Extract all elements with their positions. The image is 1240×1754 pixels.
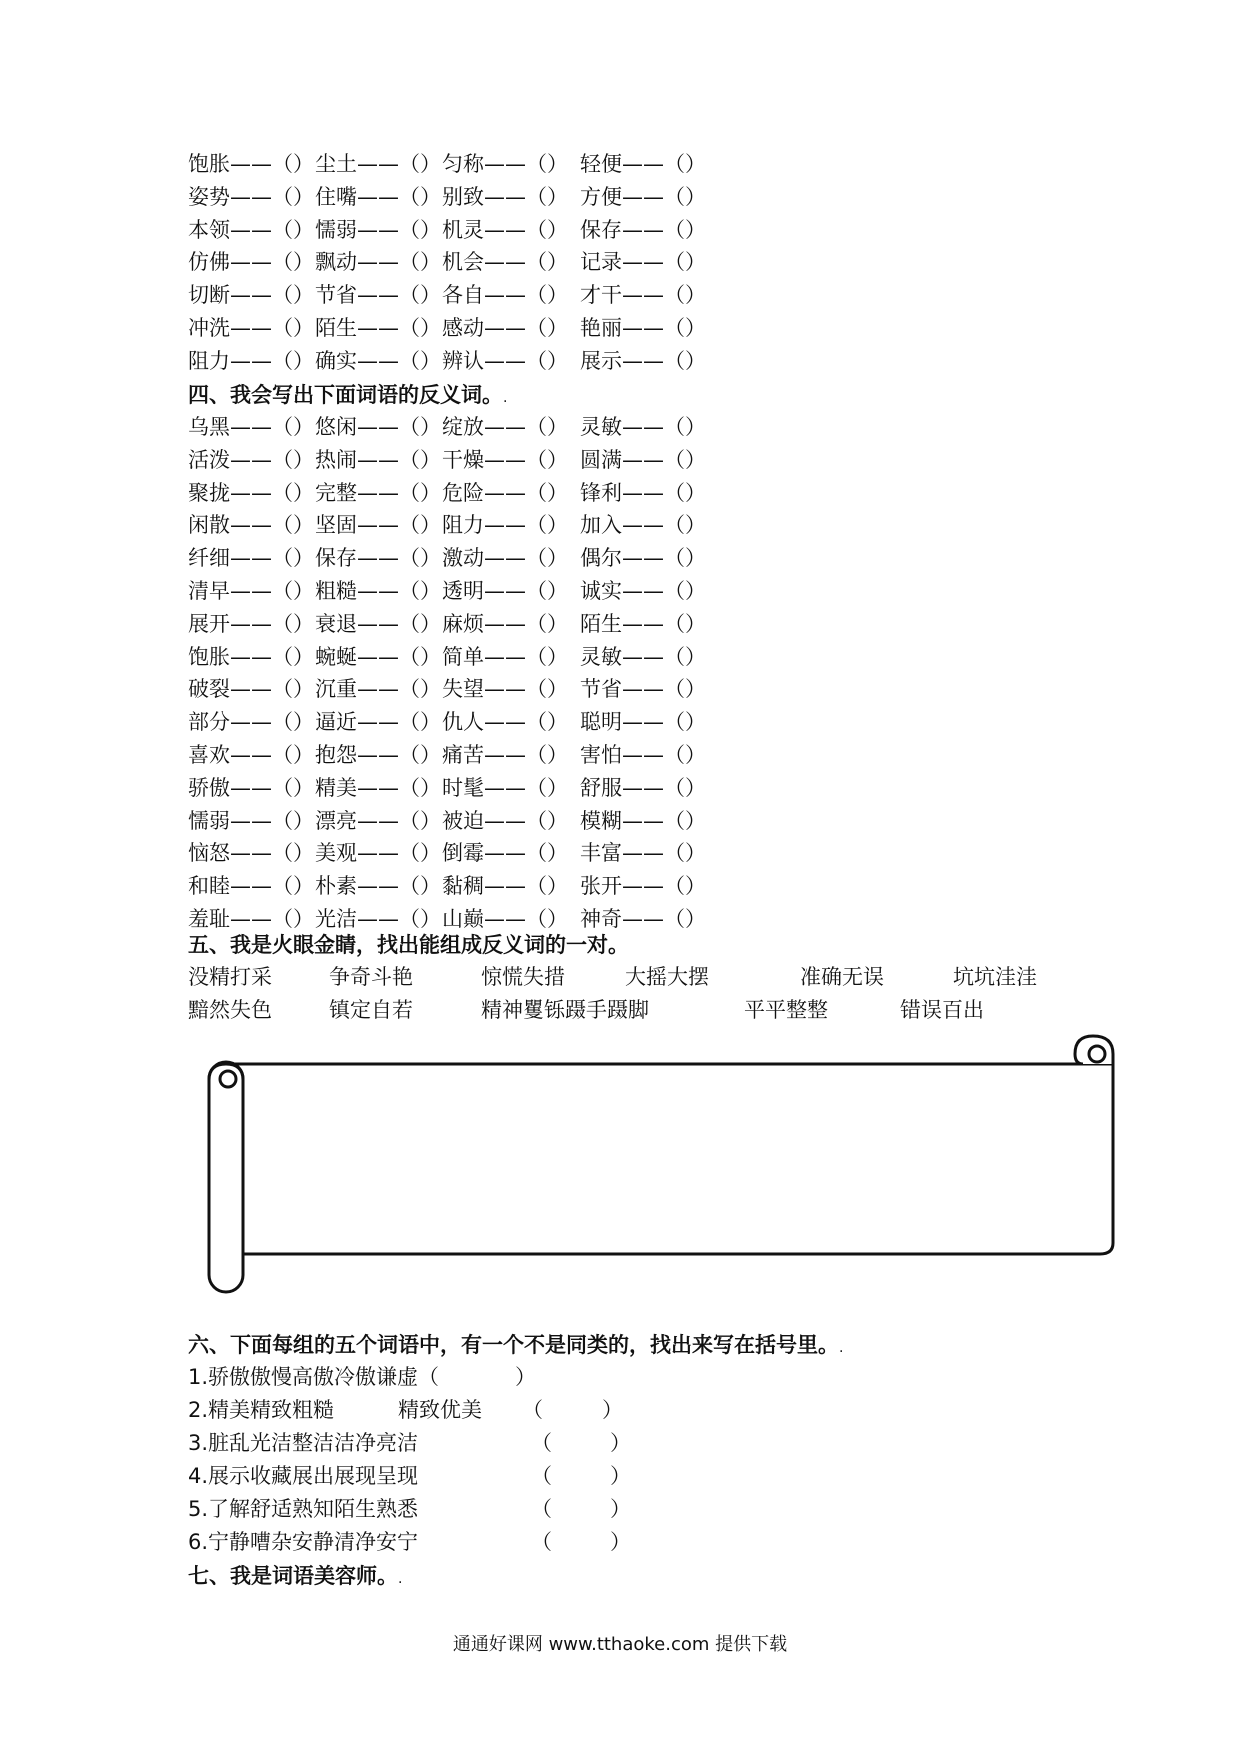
word-pair-item: 冲洗——（）: [188, 316, 314, 340]
idiom: 精神矍铄蹑手蹑脚: [481, 998, 649, 1022]
word-pair-item: 辨认——（）: [442, 348, 568, 373]
word-pair-item: 阻力——（）: [442, 513, 568, 538]
word-pair-item: 切断——（）: [188, 283, 314, 308]
word-pair-item: 朴素——（）: [315, 874, 441, 899]
word-pair-item: 逼近——（）: [315, 710, 441, 735]
word-pair-item: 节省——（）: [315, 283, 441, 308]
word-pair-item: 透明——（）: [442, 579, 568, 603]
word-pair-item: 完整——（）: [315, 480, 441, 505]
word-pair-item: 尘土——（）: [315, 152, 441, 176]
word-pair-item: 粗糙——（）: [315, 579, 441, 603]
word-pair-item: 圆满——（）: [580, 447, 706, 472]
word-pair-item: 加入——（）: [580, 513, 706, 538]
word-pair-item: 喜欢——（）: [188, 743, 314, 767]
word-pair-item: 住嘴——（）: [315, 184, 441, 209]
word-pair-item: 节省——（）: [580, 677, 706, 702]
answer-bracket-open: （: [522, 1398, 543, 1422]
word-pair-item: 倒霉——（）: [442, 841, 568, 866]
word-pair-item: 和睦——（）: [188, 874, 314, 899]
answer-bracket-open: （: [531, 1530, 552, 1554]
word-pair-item: 丰富——（）: [580, 841, 706, 866]
word-pair-item: 诚实——（）: [580, 579, 706, 603]
answer-bracket-open: （: [531, 1497, 552, 1521]
word-pair-item: 确实——（）: [315, 348, 441, 373]
idiom: 惊慌失措: [481, 965, 565, 989]
word-pair-item: 聚拢——（）: [188, 480, 314, 505]
word-pair-item: 模糊——（）: [580, 808, 706, 833]
section4-heading: 四、我会写出下面词语的反义词。.: [188, 383, 508, 407]
word-pair-item: 轻便——（）: [580, 152, 706, 176]
word-pair-item: 保存——（）: [315, 546, 441, 571]
idiom: 争奇斗艳: [329, 965, 413, 989]
word-pair-item: 麻烦——（）: [442, 611, 568, 636]
word-pair-item: 羞耻——（）: [188, 907, 314, 931]
word-pair-item: 被迫——（）: [442, 808, 568, 833]
word-pair-item: 展开——（）: [188, 611, 314, 636]
word-pair-item: 神奇——（）: [580, 907, 706, 931]
word-pair-item: 锋利——（）: [580, 480, 706, 505]
word-pair-item: 时髦——（）: [442, 775, 568, 800]
word-pair-item: 陌生——（）: [315, 316, 441, 340]
word-pair-item: 失望——（）: [442, 677, 568, 702]
word-group: 2.精美精致粗糙: [188, 1398, 335, 1422]
word-pair-item: 蜿蜒——（）: [315, 644, 441, 669]
answer-bracket-open: （: [531, 1464, 552, 1488]
word-pair-item: 简单——（）: [442, 644, 568, 669]
word-pair-item: 干燥——（）: [442, 447, 568, 472]
word-pair-item: 本领——（）: [188, 217, 314, 242]
word-pair-item: 悠闲——（）: [315, 415, 441, 439]
word-pair-item: 激动——（）: [442, 546, 568, 571]
word-pair-item: 灵敏——（）: [580, 415, 706, 439]
word-pair-item: 匀称——（）: [442, 152, 568, 176]
word-pair-item: 纤细——（）: [188, 546, 314, 571]
word-pair-item: 姿势——（）: [188, 184, 314, 209]
section6-heading: 六、下面每组的五个词语中，有一个不是同类的，找出来写在括号里。.: [188, 1333, 844, 1357]
word-pair-item: 痛苦——（）: [442, 743, 568, 767]
answer-bracket-close: ）: [610, 1431, 631, 1455]
word-pair-item: 漂亮——（）: [315, 808, 441, 833]
word-pair-item: 危险——（）: [442, 480, 568, 505]
word-pair-item: 懦弱——（）: [315, 217, 441, 242]
answer-bracket-close: ）: [610, 1497, 631, 1521]
word-pair-item: 别致——（）: [442, 184, 568, 209]
word-group: 1.骄傲傲慢高傲冷傲谦虚（: [188, 1365, 440, 1389]
idiom: 平平整整: [744, 998, 828, 1022]
word-pair-item: 部分——（）: [188, 710, 314, 735]
word-pair-item: 灵敏——（）: [580, 644, 706, 669]
word-group-extra: 精致优美: [398, 1398, 482, 1422]
word-pair-item: 衰退——（）: [315, 611, 441, 636]
word-pair-item: 飘动——（）: [315, 250, 441, 275]
word-pair-item: 清早——（）: [188, 579, 314, 603]
word-pair-item: 骄傲——（）: [188, 775, 314, 800]
word-pair-item: 聪明——（）: [580, 710, 706, 735]
word-group: 5.了解舒适熟知陌生熟悉: [188, 1497, 419, 1521]
word-pair-item: 坚固——（）: [315, 513, 441, 538]
answer-bracket-close: ）: [610, 1530, 631, 1554]
word-pair-item: 活泼——（）: [188, 447, 314, 472]
word-pair-item: 美观——（）: [315, 841, 441, 866]
answer-bracket-close: ）: [602, 1398, 623, 1422]
word-pair-item: 光洁——（）: [315, 907, 441, 931]
answer-bracket-close: ）: [515, 1365, 536, 1389]
word-pair-item: 各自——（）: [442, 283, 568, 308]
word-pair-item: 机灵——（）: [442, 217, 568, 242]
word-pair-item: 热闹——（）: [315, 447, 441, 472]
word-pair-item: 机会——（）: [442, 250, 568, 275]
word-pair-item: 舒服——（）: [580, 775, 706, 800]
word-pair-item: 懦弱——（）: [188, 808, 314, 833]
word-pair-item: 记录——（）: [580, 250, 706, 275]
word-pair-item: 仿佛——（）: [188, 250, 314, 275]
idiom: 准确无误: [800, 965, 884, 989]
word-group: 6.宁静嘈杂安静清净安宁: [188, 1530, 419, 1554]
word-pair-item: 闲散——（）: [188, 513, 314, 538]
scroll-answer-box: [195, 1018, 1155, 1298]
word-pair-item: 感动——（）: [442, 316, 568, 340]
word-pair-item: 山巅——（）: [442, 907, 568, 931]
idiom: 大摇大摆: [625, 965, 709, 989]
word-pair-item: 破裂——（）: [188, 677, 314, 702]
word-pair-item: 乌黑——（）: [188, 415, 314, 439]
word-pair-item: 保存——（）: [580, 217, 706, 242]
footer-credit: 通通好课网 www.tthaoke.com 提供下载: [452, 1634, 788, 1655]
section5-heading: 五、我是火眼金睛，找出能组成反义词的一对。: [188, 933, 629, 957]
idiom: 黯然失色: [188, 998, 272, 1022]
word-pair-item: 才干——（）: [580, 283, 706, 308]
word-pair-item: 张开——（）: [580, 874, 706, 899]
word-group: 4.展示收藏展出展现呈现: [188, 1464, 419, 1488]
word-pair-item: 精美——（）: [315, 775, 441, 800]
idiom: 镇定自若: [329, 998, 413, 1022]
word-pair-item: 展示——（）: [580, 348, 706, 373]
word-group: 3.脏乱光洁整洁洁净亮洁: [188, 1431, 419, 1455]
word-pair-item: 黏稠——（）: [442, 874, 568, 899]
word-pair-item: 偶尔——（）: [580, 546, 706, 571]
answer-bracket-open: （: [531, 1431, 552, 1455]
word-pair-item: 抱怨——（）: [315, 743, 441, 767]
word-pair-item: 方便——（）: [580, 184, 706, 209]
idiom: 错误百出: [900, 998, 984, 1022]
idiom: 坑坑洼洼: [953, 965, 1037, 989]
word-pair-item: 饱胀——（）: [188, 644, 314, 669]
word-pair-item: 阻力——（）: [188, 348, 314, 373]
word-pair-item: 绽放——（）: [442, 415, 568, 439]
word-pair-item: 陌生——（）: [580, 611, 706, 636]
word-pair-item: 仇人——（）: [442, 710, 568, 735]
word-pair-item: 饱胀——（）: [188, 152, 314, 176]
word-pair-item: 艳丽——（）: [580, 316, 706, 340]
word-pair-item: 害怕——（）: [580, 743, 706, 767]
word-pair-item: 沉重——（）: [315, 677, 441, 702]
word-pair-item: 恼怒——（）: [188, 841, 314, 866]
answer-bracket-close: ）: [610, 1464, 631, 1488]
idiom: 没精打采: [188, 965, 272, 989]
section7-heading: 七、我是词语美容师。.: [188, 1564, 403, 1588]
